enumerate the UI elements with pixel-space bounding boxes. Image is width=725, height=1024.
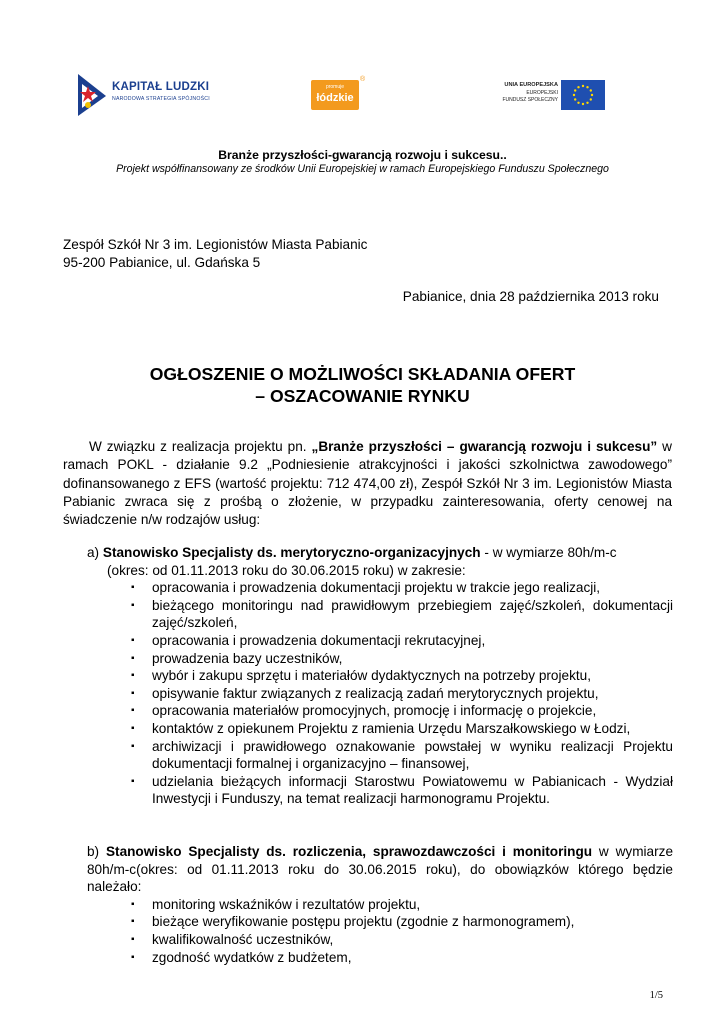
promuje-lodzkie-logo [306, 74, 368, 114]
section-b-position: Stanowisko Specjalisty ds. rozliczenia, sprawozdawczości i monitoringu [105, 844, 593, 859]
section-a-list [87, 579, 673, 808]
list-item-text: opracowania i prowadzenia dokumentacji projektu w trakcie jego realizacji, [152, 580, 601, 596]
list-item-text: kwalifikowalność uczestników, [152, 931, 334, 947]
list-item [87, 667, 673, 685]
intro-text-1: W związku z realizacja projektu pn. [89, 439, 312, 454]
bullet-icon: ▪ [131, 687, 135, 699]
section-b-list [87, 896, 673, 966]
list-item-text: bieżącego monitoringu nad prawidłowym przebiegiem zajęć/szkoleń, dokumentacji zajęć/szkoleń, [152, 597, 673, 631]
registered-mark-icon: ® [360, 76, 366, 83]
list-item-text: zgodność wydatków z budżetem, [152, 949, 352, 965]
list-item-text: bieżące weryfikowanie postępu projektu (zgodnie z harmonogramem), [152, 914, 575, 930]
kapital-ludzki-logo [76, 72, 216, 118]
lodzkie-small-text: promuje [325, 84, 345, 90]
lodzkie-badge [311, 80, 359, 110]
list-item [87, 896, 673, 914]
list-item [87, 702, 673, 720]
section-b-rest: w wymiarze 80h/m-c(okres: od 01.11.2013 roku do 30.06.2015 roku), do obowiązków którego będzie należało: [87, 844, 674, 895]
bullet-icon: ▪ [131, 599, 135, 611]
document-title-line-2: – OSZACOWANIE RYNKU [255, 386, 470, 406]
list-item [87, 685, 673, 703]
page-number: 1/5 [649, 990, 663, 1001]
list-item [87, 949, 673, 967]
list-item [87, 597, 673, 632]
intro-project-name: „Branże przyszłości – gwarancją rozwoju i sukcesu” [311, 439, 658, 454]
bullet-icon: ▪ [131, 898, 135, 910]
eu-logo-line1: UNIA EUROPEJSKA [504, 82, 558, 88]
bullet-icon: ▪ [131, 951, 135, 963]
kapital-ludzki-emblem-icon [76, 72, 108, 118]
bullet-icon: ▪ [131, 740, 135, 752]
section-b [87, 843, 673, 966]
list-item-text: archiwizacji i prawidłowego oznakowanie powstałej w wyniku realizacji Projektu dokumentacji formalnej i organizacyjno – finansowej, [152, 738, 673, 772]
list-item [87, 650, 673, 668]
list-item-text: udzielania bieżących informacji Starostwu Powiatowemu w Pabianicach - Wydział Inwestycji i Funduszy, na temat realizacji harmonogramu Projektu. [152, 773, 673, 807]
eu-flag-icon [561, 80, 605, 110]
bullet-icon: ▪ [131, 634, 135, 646]
eu-efs-logo [500, 80, 606, 112]
eu-logo-line3: FUNDUSZ SPOŁECZNY [502, 97, 558, 103]
bullet-icon: ▪ [131, 916, 135, 928]
list-item-text: monitoring wskaźników i rezultatów projektu, [152, 896, 421, 912]
section-b-marker: b) [87, 844, 100, 859]
bullet-icon: ▪ [131, 582, 135, 594]
bullet-icon: ▪ [131, 705, 135, 717]
bullet-icon: ▪ [131, 775, 135, 787]
list-item-text: prowadzenia bazy uczestników, [152, 650, 343, 666]
section-a-heading [87, 544, 673, 562]
list-item [87, 913, 673, 931]
kapital-ludzki-title: KAPITAŁ LUDZKI [112, 81, 210, 93]
section-a-position: Stanowisko Specjalisty ds. merytoryczno-organizacyjnych [102, 545, 481, 560]
intro-text-2: w ramach POKL - działanie 9.2 „Podniesienie atrakcyjności i jakości szkolnictwa zawodowego” dofinansowanego z EFS (wartość projektu: 712 474,00 zł), Zespół Szkół Nr 3 im. Legionistów Miasta Pabianic zwraca się z prośbą o złożenie, w przypadku zainteresowania, oferty cenowej na świadczenie n/w rodzajów usług: [63, 439, 672, 528]
intro-paragraph [63, 438, 672, 529]
list-item [87, 579, 673, 597]
section-a-period: (okres: od 01.11.2013 roku do 30.06.2015 roku) w zakresie: [107, 562, 466, 578]
bullet-icon: ▪ [131, 652, 135, 664]
eu-logo-line2: EUROPEJSKI [526, 90, 558, 96]
list-item-text: wybór i zakupu sprzętu i materiałów dydaktycznych na potrzeby projektu, [152, 668, 591, 684]
document-title-line-1: OGŁOSZENIE O MOŻLIWOŚCI SKŁADANIA OFERT [149, 364, 576, 384]
list-item [87, 773, 673, 808]
list-item-text: opisywanie faktur związanych z realizacją zadań merytorycznych projektu, [152, 685, 599, 701]
section-a-marker: a) [87, 545, 100, 560]
section-a-rest: - w wymiarze 80h/m-c [480, 545, 617, 560]
list-item [87, 738, 673, 773]
list-item-text: opracowania i prowadzenia dokumentacji rekrutacyjnej, [152, 632, 486, 648]
list-item-text: opracowania materiałów promocyjnych, promocję i informację o projekcie, [152, 703, 597, 719]
list-item-text: kontaktów z opiekunem Projektu z ramienia Urzędu Marszałkowskiego w Łodzi, [152, 720, 631, 736]
sender-line-1: Zespół Szkół Nr 3 im. Legionistów Miasta Pabianic [63, 237, 368, 252]
bullet-icon: ▪ [131, 670, 135, 682]
bullet-icon: ▪ [131, 722, 135, 734]
kapital-ludzki-subtitle: NARODOWA STRATEGIA SPÓJNOŚCI [112, 96, 210, 102]
sender-line-2: 95-200 Pabianice, ul. Gdańska 5 [63, 255, 261, 270]
list-item [87, 632, 673, 650]
project-name-header: Branże przyszłości-gwarancją rozwoju i sukcesu.. [218, 148, 507, 162]
list-item [87, 931, 673, 949]
bullet-icon: ▪ [131, 933, 135, 945]
cofinancing-note: Projekt współfinansowany ze środków Unii Europejskiej w ramach Europejskiego Funduszu Społecznego [116, 163, 609, 175]
lodzkie-big-text: łódzkie [316, 92, 354, 104]
list-item [87, 720, 673, 738]
section-a [87, 544, 673, 808]
document-date: Pabianice, dnia 28 października 2013 roku [402, 289, 659, 304]
section-b-heading [87, 843, 673, 896]
